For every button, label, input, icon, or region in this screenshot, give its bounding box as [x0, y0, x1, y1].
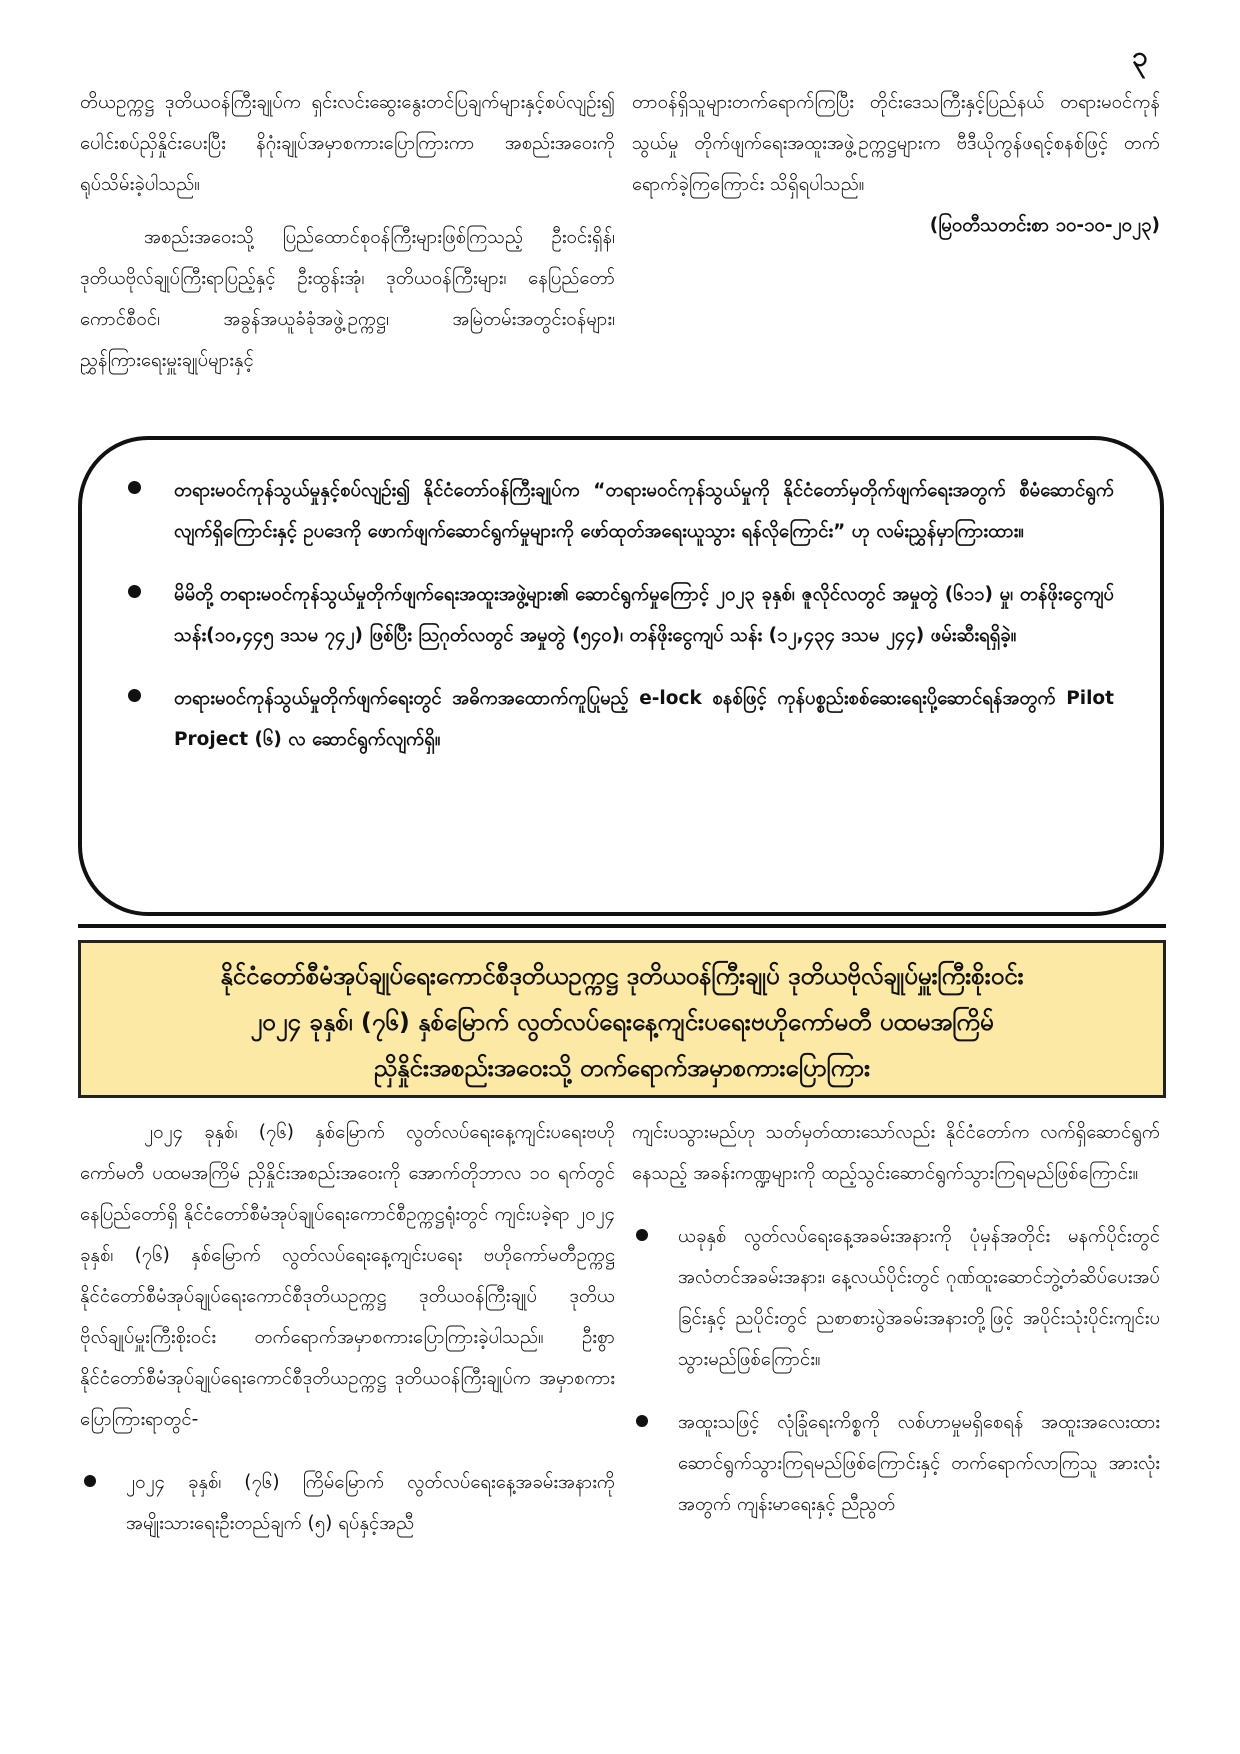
highlight-item [118, 678, 1114, 760]
highlight-item [118, 574, 1114, 656]
highlight-text: တရားမဝင်ကုန်သွယ်မှုတိုက်ဖျက်ရေးတွင် အဓိကအထောက်ကူပြုမည့် e-lock စနစ်ဖြင့် ကုန်ပစ္စည်းစစ်ဆေးရေးပို့ဆောင်ရန်အတွက် Pilot Project (၆) လ ဆောင်ရွက်လျက်ရှိ။ [174, 688, 1114, 750]
top-left-paragraph-2: အစည်းအဝေးသို့ ပြည်ထောင်စုဝန်ကြီးများဖြစ်ကြသည့် ဦးဝင်းရှိန်၊ ဒုတိယဗိုလ်ချုပ်ကြီးရာပြည့်နှင့် ဦးထွန်းအုံ၊ ဒုတိယဝန်ကြီးများ၊ နေပြည်တော်ကောင်စီဝင်၊ အခွန်အယူခံခုံအဖွဲ့ဥက္ကဋ္ဌ၊ အမြဲတမ်းအတွင်းဝန်များ၊ ညွှန်ကြားရေးမှူးချုပ်များနှင့် [80, 227, 615, 371]
bottom-right-column [632, 1112, 1160, 1525]
bottom-right-bullets [632, 1216, 1160, 1525]
bullet-text: ယခုနှစ် လွတ်လပ်ရေးနေ့အခမ်းအနားကို ပုံမှန်အတိုင်း မနက်ပိုင်းတွင် အလံတင်အခမ်းအနား၊ နေ့လယ်ပိုင်းတွင် ဂုဏ်ထူးဆောင်ဘွဲ့တံဆိပ်ပေးအပ်ခြင်းနှင့် ညပိုင်းတွင် ညစာစားပွဲအခမ်းအနားတို့ဖြင့် အပိုင်းသုံးပိုင်းကျင်းပသွားမည်ဖြစ်ကြောင်း။ [678, 1226, 1160, 1370]
article-headline [78, 940, 1166, 1098]
headline-line-1: နိုင်ငံတော်စီမံအုပ်ချုပ်ရေးကောင်စီဒုတိယဥက္ကဋ္ဌ ဒုတိယဝန်ကြီးချုပ် ဒုတိယဗိုလ်ချုပ်မှူးကြီးစိုးဝင်း [220, 962, 1024, 990]
section-divider [78, 924, 1166, 928]
bottom-left-bullets [80, 1462, 615, 1544]
bottom-right-paragraph-1: ကျင်းပသွားမည်ဟု သတ်မှတ်ထားသော်လည်း နိုင်ငံတော်က လက်ရှိဆောင်ရွက်နေသည့် အခန်းကဏ္ဍများကို ထည့်သွင်းဆောင်ရွက်သွားကြရမည်ဖြစ်ကြောင်း။ [632, 1122, 1160, 1184]
headline-line-2: ၂၀၂၄ ခုနှစ်၊ (၇၆) နှစ်မြောက် လွတ်လပ်ရေးနေ့ကျင်းပရေးဗဟိုကော်မတီ ပထမအကြိမ် [250, 1008, 994, 1036]
bullet-item [632, 1402, 1160, 1525]
top-left-column [80, 82, 615, 381]
headline-line-3: ညှိနှိုင်းအစည်းအဝေးသို့ တက်ရောက်အမှာစကားပြောကြား [373, 1054, 871, 1082]
highlights-box [78, 436, 1164, 916]
bullet-item [632, 1216, 1160, 1380]
highlight-text: တရားမဝင်ကုန်သွယ်မှုနှင့်စပ်လျဉ်း၍ နိုင်ငံတော်ဝန်ကြီးချုပ်က “တရားမဝင်ကုန်သွယ်မှုကို နိုင်ငံတော်မှတိုက်ဖျက်ရေးအတွက် စီမံဆောင်ရွက်လျက်ရှိကြောင်းနှင့် ဥပဒေကို ဖောက်ဖျက်ဆောင်ရွက်မှုများကို ဖော်ထုတ်အရေးယူသွား ရန်လိုကြောင်း” ဟု လမ်းညွှန်မှာကြားထား။ [174, 480, 1114, 542]
bottom-left-column [80, 1112, 615, 1544]
bullet-icon [636, 1415, 648, 1427]
bullet-icon [128, 585, 141, 598]
top-left-paragraph-1: တိယဥက္ကဋ္ဌ ဒုတိယဝန်ကြီးချုပ်က ရှင်းလင်းဆွေးနွေးတင်ပြချက်များနှင့်စပ်လျဉ်း၍ ပေါင်းစပ်ညှိနှိုင်းပေးပြီး နိဂုံးချုပ်အမှာစကားပြောကြားကာ အစည်းအဝေးကို ရုပ်သိမ်းခဲ့ပါသည်။ [80, 92, 615, 195]
bullet-text: ၂၀၂၄ ခုနှစ်၊ (၇၆) ကြိမ်မြောက် လွတ်လပ်ရေးနေ့အခမ်းအနားကို အမျိုးသားရေးဦးတည်ချက် (၅) ရပ်နှင့်အညီ [126, 1472, 615, 1534]
bottom-left-paragraph-1: ၂၀၂၄ ခုနှစ်၊ (၇၆) နှစ်မြောက် လွတ်လပ်ရေးနေ့ကျင်းပရေးဗဟိုကော်မတီ ပထမအကြိမ် ညှိနှိုင်းအစည်းအဝေးကို အောက်တိုဘာလ ၁၀ ရက်တွင် နေပြည်တော်ရှိ နိုင်ငံတော်စီမံအုပ်ချုပ်ရေးကောင်စီဥက္ကဋ္ဌရုံးတွင် ကျင်းပခဲ့ရာ ၂၀၂၄ ခုနှစ်၊ (၇၆) နှစ်မြောက် လွတ်လပ်ရေးနေ့ကျင်းပရေး ဗဟိုကော်မတီဥက္ကဋ္ဌ နိုင်ငံတော်စီမံအုပ်ချုပ်ရေးကောင်စီဒုတိယဥက္ကဋ္ဌ ဒုတိယဝန်ကြီးချုပ် ဒုတိယဗိုလ်ချုပ်မှူးကြီးစိုးဝင်း တက်ရောက်အမှာစကားပြောကြားခဲ့ပါသည်။ ဦးစွာ နိုင်ငံတော်စီမံအုပ်ချုပ်ရေးကောင်စီဒုတိယဥက္ကဋ္ဌ ဒုတိယဝန်ကြီးချုပ်က အမှာစကား ပြောကြားရာတွင်- [80, 1122, 615, 1430]
source-dateline: (မြဝတီသတင်းစာ ၁၀-၁၀-၂၀၂၃) [929, 215, 1160, 236]
top-right-column [632, 82, 1160, 246]
top-right-paragraph-1: တာဝန်ရှိသူများတက်ရောက်ကြပြီး တိုင်းဒေသကြီးနှင့်ပြည်နယ် တရားမဝင်ကုန်သွယ်မှု တိုက်ဖျက်ရေးအထူးအဖွဲ့ဥက္ကဋ္ဌများက ဗီဒီယိုကွန်ဖရင့်စနစ်ဖြင့် တက်ရောက်ခဲ့ကြကြောင်း သိရှိရပါသည်။ [632, 92, 1160, 195]
bullet-text: အထူးသဖြင့် လုံခြုံရေးကိစ္စကို လစ်ဟာမှုမရှိစေရန် အထူးအလေးထား ဆောင်ရွက်သွားကြရမည်ဖြစ်ကြောင်းနှင့် တက်ရောက်လာကြသူ အားလုံးအတွက် ကျန်းမာရေးနှင့် ညီညွတ် [678, 1412, 1160, 1515]
highlight-text: မိမိတို့ တရားမဝင်ကုန်သွယ်မှုတိုက်ဖျက်ရေးအထူးအဖွဲ့များ၏ ဆောင်ရွက်မှုကြောင့် ၂၀၂၃ ခုနှစ်၊ ဇူလိုင်လတွင် အမှုတွဲ (၆၁၁) မှု၊ တန်ဖိုးငွေကျပ်သန်း(၁၀,၄၄၅ ဒသမ ၇၄၂) ဖြစ်ပြီး ဩဂုတ်လတွင် အမှုတွဲ (၅၄၀)၊ တန်ဖိုးငွေကျပ် သန်း (၁၂,၄၃၄ ဒသမ ၂၄၄) ဖမ်းဆီးရရှိခဲ့။ [174, 584, 1114, 646]
bullet-item [80, 1462, 615, 1544]
bullet-icon [128, 481, 141, 494]
highlight-item [118, 470, 1114, 552]
bullet-icon [128, 689, 141, 702]
highlights-list [118, 470, 1114, 760]
page-number: ၃ [1132, 40, 1148, 73]
bullet-icon [84, 1475, 96, 1487]
bullet-icon [636, 1229, 648, 1241]
